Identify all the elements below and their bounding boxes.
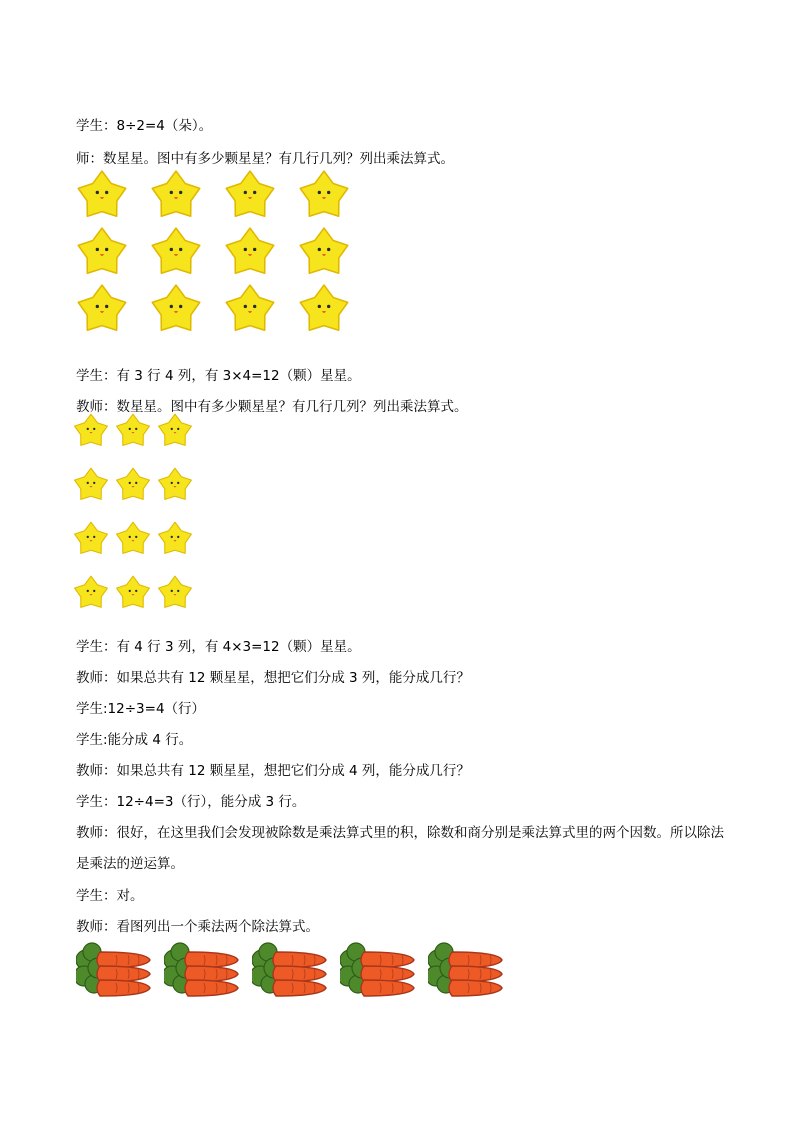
carrot-bundle-icon bbox=[164, 938, 240, 1002]
star-icon bbox=[224, 282, 276, 334]
star-icon bbox=[76, 168, 128, 220]
dialogue-line: 学生：对。 bbox=[76, 887, 144, 904]
star-icon bbox=[76, 225, 128, 277]
dialogue-line: 教师：如果总共有 12 颗星星，想把它们分成 3 列，能分成几行？ bbox=[76, 669, 470, 686]
star-icon bbox=[115, 412, 151, 448]
star-icon bbox=[73, 412, 109, 448]
dialogue-line: 学生：8÷2=4（朵）。 bbox=[76, 117, 213, 134]
dialogue-paragraph: 教师：很好，在这里我们会发现被除数是乘法算式里的积，除数和商分别是乘法算式里的两个因数。所以除法是乘法的逆运算。 bbox=[76, 824, 724, 872]
carrot-bundle-icon bbox=[76, 938, 152, 1002]
star-icon bbox=[115, 466, 151, 502]
star-grid-4x3 bbox=[73, 412, 193, 612]
dialogue-line: 师：数星星。图中有多少颗星星？有几行几列？列出乘法算式。 bbox=[76, 150, 454, 167]
dialogue-line: 教师：看图列出一个乘法两个除法算式。 bbox=[76, 918, 319, 935]
star-icon bbox=[224, 225, 276, 277]
star-icon bbox=[150, 168, 202, 220]
star-icon bbox=[157, 466, 193, 502]
dialogue-line: 学生：12÷4=3（行），能分成 3 行。 bbox=[76, 793, 306, 810]
star-icon bbox=[224, 168, 276, 220]
star-icon bbox=[157, 520, 193, 556]
star-icon bbox=[157, 412, 193, 448]
star-icon bbox=[150, 225, 202, 277]
star-icon bbox=[298, 282, 350, 334]
star-icon bbox=[298, 168, 350, 220]
carrot-bundle-icon bbox=[252, 938, 328, 1002]
star-icon bbox=[73, 466, 109, 502]
carrot-bundle-icon bbox=[428, 938, 504, 1002]
carrot-bundles-row bbox=[76, 938, 506, 1002]
star-icon bbox=[150, 282, 202, 334]
dialogue-line: 教师：如果总共有 12 颗星星，想把它们分成 4 列，能分成几行？ bbox=[76, 762, 470, 779]
dialogue-line: 学生:12÷3=4（行） bbox=[76, 700, 206, 717]
star-icon bbox=[73, 574, 109, 610]
star-icon bbox=[115, 574, 151, 610]
dialogue-line: 学生：有 3 行 4 列，有 3×4=12（颗）星星。 bbox=[76, 367, 361, 384]
star-grid-3x4 bbox=[76, 168, 350, 334]
star-icon bbox=[76, 282, 128, 334]
star-icon bbox=[298, 225, 350, 277]
carrot-bundle-icon bbox=[340, 938, 416, 1002]
star-icon bbox=[157, 574, 193, 610]
star-icon bbox=[115, 520, 151, 556]
star-icon bbox=[73, 520, 109, 556]
dialogue-line: 学生：有 4 行 3 列，有 4×3=12（颗）星星。 bbox=[76, 638, 361, 655]
dialogue-line: 学生:能分成 4 行。 bbox=[76, 731, 193, 748]
dialogue-line: 教师：数星星。图中有多少颗星星？有几行几列？列出乘法算式。 bbox=[76, 398, 468, 415]
